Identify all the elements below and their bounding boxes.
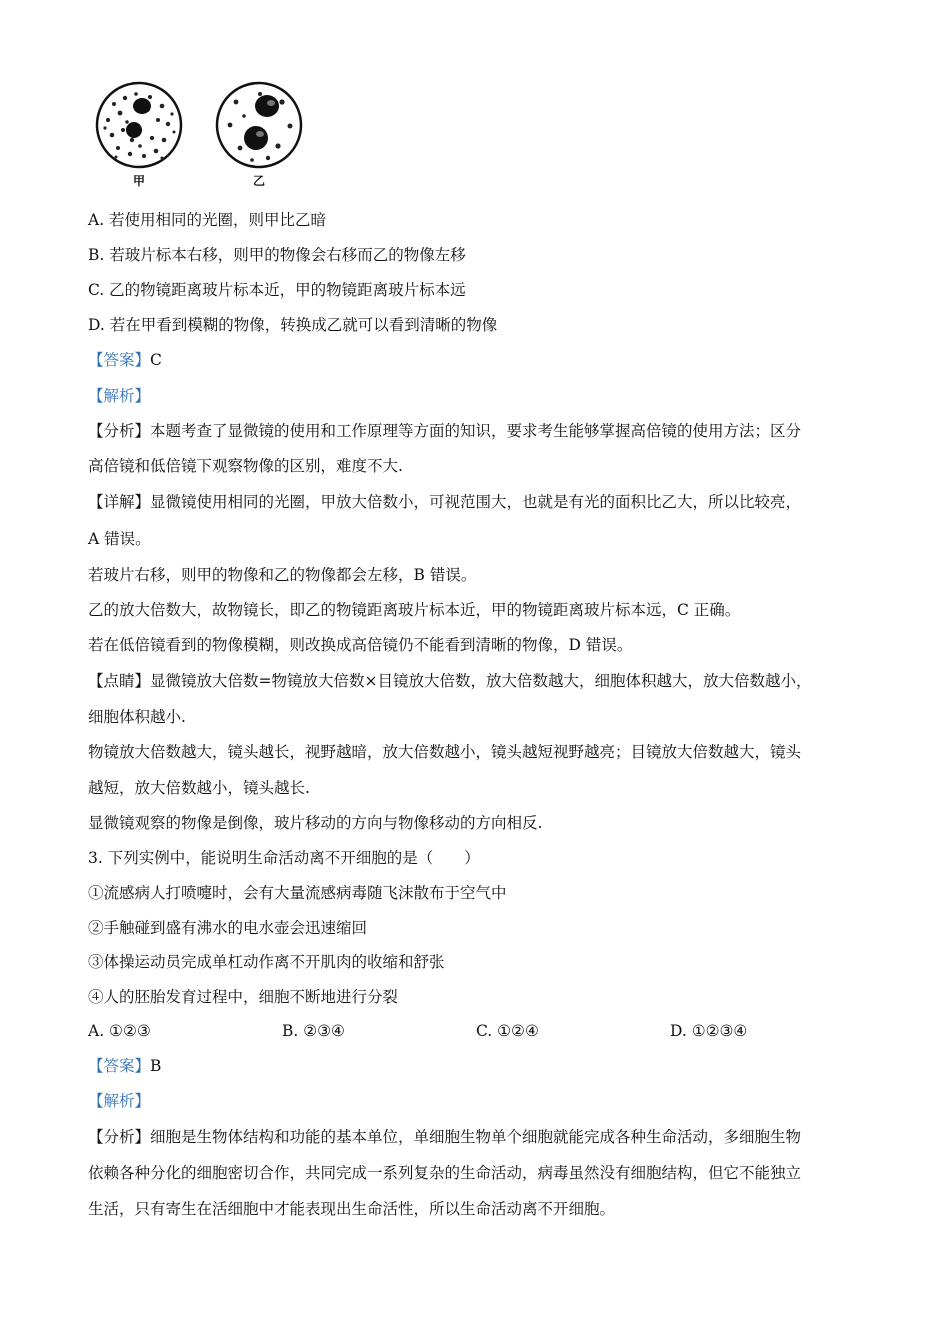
microscope-view-yi-image	[212, 80, 306, 170]
q3-option-d: D. ①②③④	[670, 1022, 748, 1040]
analysis-tag: 【解析】	[88, 1092, 151, 1110]
q2-option-d: D. 若在甲看到模糊的物像，转换成乙就可以看到清晰的物像	[88, 316, 498, 334]
q2-dianjing-line-1	[88, 671, 812, 691]
q3-fenxi-line-3: 生活，只有寄生在活细胞中才能表现出生命活性，所以生命活动离不开细胞。	[88, 1200, 616, 1218]
fenxi-text: 本题考查了显微镜的使用和工作原理等方面的知识，要求考生能够掌握高倍镜的使用方法；区分	[150, 422, 802, 440]
q2-option-c: C. 乙的物镜距离玻片标本近，甲的物镜距离玻片标本远	[88, 281, 466, 299]
answer-value: C	[150, 351, 162, 369]
q3-item-3: ③体操运动员完成单杠动作离不开肌肉的收缩和舒张	[88, 953, 445, 971]
q2-dianjing-line-4: 越短，放大倍数越小，镜头越长.	[88, 779, 310, 797]
q3-fenxi-line-2: 依赖各种分化的细胞密切合作，共同完成一系列复杂的生命活动，病毒虽然没有细胞结构，但它不能独立	[88, 1164, 802, 1182]
q3-fenxi-line-1	[88, 1127, 801, 1147]
q3-option-a: A. ①②③	[88, 1022, 151, 1040]
answer-value: B	[150, 1057, 162, 1075]
q2-xiangjie-line-4: 乙的放大倍数大，故物镜长，即乙的物镜距离玻片标本近，甲的物镜距离玻片标本远，C 正确。	[88, 601, 741, 619]
q2-option-a: A. 若使用相同的光圈，则甲比乙暗	[88, 211, 327, 229]
q2-answer	[88, 350, 162, 370]
xiangjie-text: 显微镜使用相同的光圈，甲放大倍数小，可视范围大，也就是有光的面积比乙大，所以比较亮，	[150, 493, 802, 511]
answer-tag: 【答案】	[88, 351, 151, 369]
figure-yi	[212, 80, 306, 188]
q3-item-2: ②手触碰到盛有沸水的电水壶会迅速缩回	[88, 919, 368, 937]
fenxi-label: 【分析】	[88, 1128, 151, 1146]
q3-option-b: B. ②③④	[282, 1022, 345, 1040]
q2-fenxi-line-1	[88, 421, 801, 441]
q2-dianjing-line-5: 显微镜观察的物像是倒像，玻片移动的方向与物像移动的方向相反.	[88, 814, 543, 832]
figure-caption-yi: 乙	[252, 174, 265, 188]
fenxi-text: 细胞是生物体结构和功能的基本单位，单细胞生物单个细胞就能完成各种生命活动，多细胞生物	[150, 1128, 802, 1146]
dianjing-label: 【点睛】	[88, 672, 151, 690]
q2-fenxi-line-2: 高倍镜和低倍镜下观察物像的区别，难度不大.	[88, 457, 403, 475]
q3-item-4: ④人的胚胎发育过程中，细胞不断地进行分裂	[88, 988, 399, 1006]
figure-caption-jia: 甲	[132, 174, 145, 188]
q2-xiangjie-line-3: 若玻片右移，则甲的物像和乙的物像都会左移，B 错误。	[88, 566, 477, 584]
fenxi-label: 【分析】	[88, 422, 151, 440]
microscope-view-jia-image	[92, 80, 186, 170]
xiangjie-label: 【详解】	[88, 493, 151, 511]
analysis-tag: 【解析】	[88, 387, 151, 405]
q2-xiangjie-line-2: A 错误。	[88, 530, 151, 548]
q3-option-c: C. ①②④	[476, 1022, 539, 1040]
dianjing-text: 显微镜放大倍数=物镜放大倍数×目镜放大倍数，放大倍数越大，细胞体积越大，放大倍数越小，	[150, 672, 812, 690]
q2-xiangjie-line-1	[88, 492, 801, 512]
answer-tag: 【答案】	[88, 1057, 151, 1075]
q3-item-1: ①流感病人打喷嚏时，会有大量流感病毒随飞沫散布于空气中	[88, 884, 507, 902]
figure-jia	[92, 80, 186, 188]
q3-analysis-heading	[88, 1091, 150, 1111]
q2-analysis-heading	[88, 386, 150, 406]
microscope-figures	[88, 80, 328, 190]
q2-dianjing-line-2: 细胞体积越小.	[88, 708, 186, 726]
q2-xiangjie-line-5: 若在低倍镜看到的物像模糊，则改换成高倍镜仍不能看到清晰的物像，D 错误。	[88, 636, 633, 654]
q3-answer	[88, 1056, 161, 1076]
q3-stem: 3. 下列实例中，能说明生命活动离不开细胞的是（ ）	[88, 849, 480, 867]
q2-option-b: B. 若玻片标本右移，则甲的物像会右移而乙的物像左移	[88, 246, 466, 264]
q2-dianjing-line-3: 物镜放大倍数越大，镜头越长，视野越暗，放大倍数越小，镜头越短视野越亮；目镜放大倍数越大，镜头	[88, 743, 802, 761]
